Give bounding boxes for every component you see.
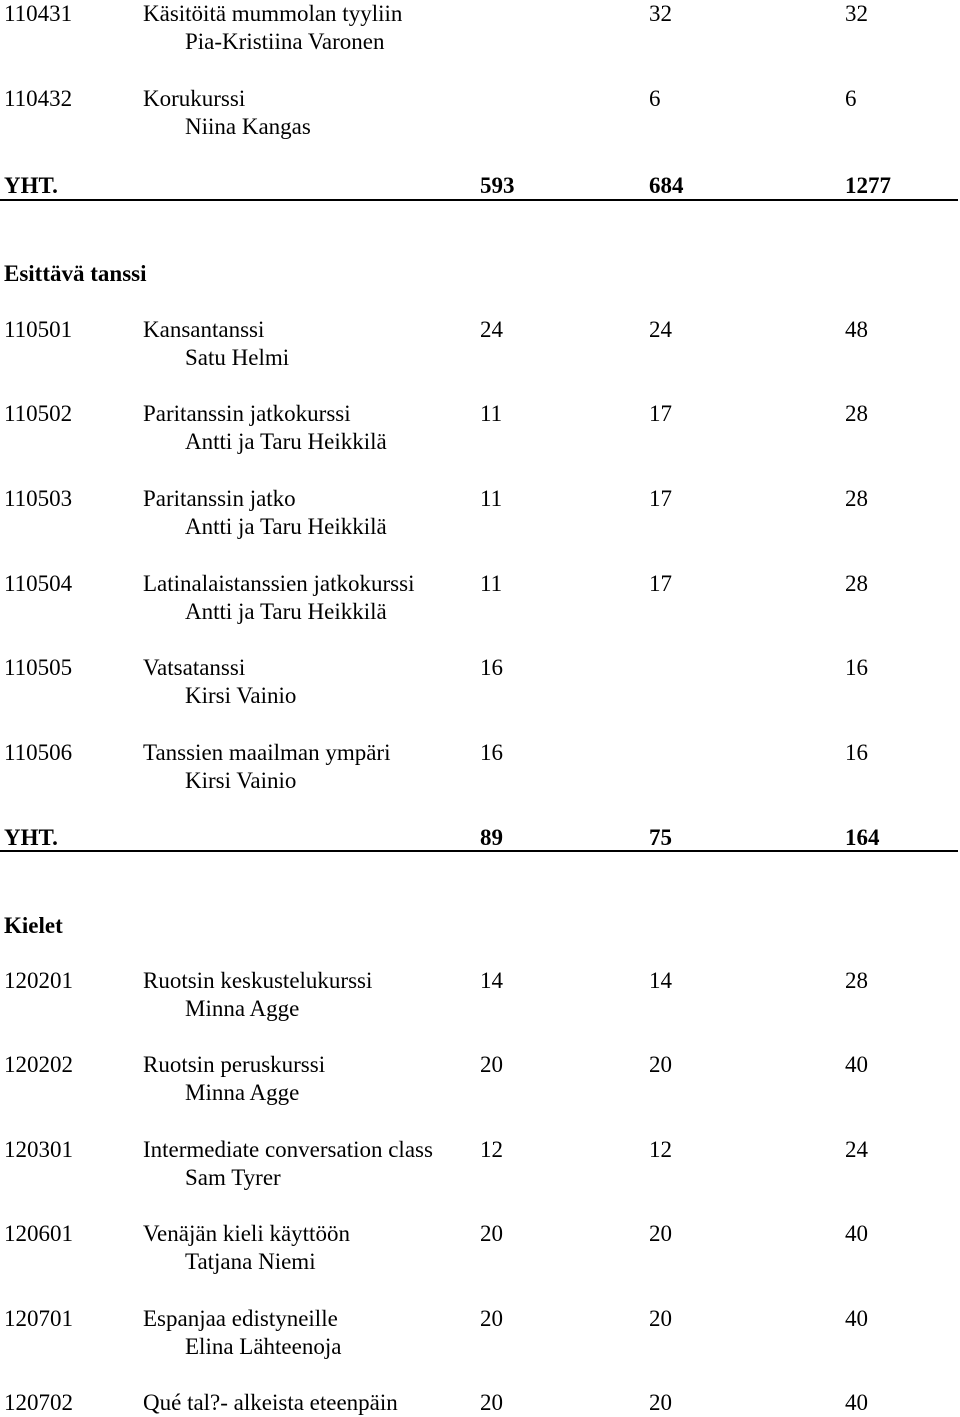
course-code: 120201: [4, 968, 73, 993]
course-code: 120202: [4, 1052, 73, 1077]
course-name: Korukurssi: [143, 86, 246, 111]
course-code: 110502: [4, 401, 73, 426]
count-col-1: 11: [480, 571, 503, 596]
count-total: 40: [845, 1221, 868, 1246]
count-total: 16: [845, 740, 868, 765]
count-col-1: 14: [480, 968, 503, 993]
course-code: 120702: [4, 1390, 73, 1415]
count-total: 40: [845, 1390, 868, 1415]
count-col-2: 20: [649, 1306, 672, 1331]
total-label: YHT.: [4, 173, 58, 198]
teacher-name: Antti ja Taru Heikkilä: [185, 429, 387, 454]
course-name: Paritanssin jatko: [143, 486, 296, 511]
count-col-2: 20: [649, 1390, 672, 1415]
teacher-name: Niina Kangas: [185, 114, 311, 139]
count-col-2: 32: [649, 1, 672, 26]
teacher-name: Antti ja Taru Heikkilä: [185, 514, 387, 539]
count-total: 32: [845, 1, 868, 26]
teacher-name: Satu Helmi: [185, 345, 290, 370]
course-name: Espanjaa edistyneille: [143, 1306, 338, 1331]
count-col-1: 20: [480, 1221, 503, 1246]
count-total: 40: [845, 1306, 868, 1331]
total-col-2: 684: [649, 173, 684, 198]
count-col-2: 20: [649, 1052, 672, 1077]
course-name: Intermediate conversation class: [143, 1137, 433, 1162]
count-col-1: 20: [480, 1306, 503, 1331]
section-title: Kielet: [4, 913, 63, 938]
course-name: Kansantanssi: [143, 317, 265, 342]
count-col-1: 16: [480, 655, 503, 680]
total-col-1: 593: [480, 173, 515, 198]
count-col-1: 20: [480, 1052, 503, 1077]
count-col-1: 24: [480, 317, 503, 342]
count-total: 24: [845, 1137, 868, 1162]
teacher-name: Minna Agge: [185, 1080, 300, 1105]
teacher-name: Antti ja Taru Heikkilä: [185, 599, 387, 624]
course-code: 110505: [4, 655, 73, 680]
course-name: Käsitöitä mummolan tyyliin: [143, 1, 403, 26]
count-total: 28: [845, 968, 868, 993]
count-col-2: 20: [649, 1221, 672, 1246]
course-name: Latinalaistanssien jatkokurssi: [143, 571, 415, 596]
course-name: Paritanssin jatkokurssi: [143, 401, 351, 426]
course-code: 110503: [4, 486, 73, 511]
count-total: 16: [845, 655, 868, 680]
count-total: 28: [845, 486, 868, 511]
course-code: 110501: [4, 317, 73, 342]
course-code: 110504: [4, 571, 73, 596]
count-col-2: 17: [649, 486, 672, 511]
count-total: 6: [845, 86, 857, 111]
course-name: Tanssien maailman ympäri: [143, 740, 391, 765]
teacher-name: Kirsi Vainio: [185, 768, 297, 793]
count-col-2: 17: [649, 401, 672, 426]
count-total: 28: [845, 571, 868, 596]
course-code: 110506: [4, 740, 73, 765]
teacher-name: Minna Agge: [185, 996, 300, 1021]
count-col-2: 14: [649, 968, 672, 993]
course-code: 120301: [4, 1137, 73, 1162]
course-name: Ruotsin peruskurssi: [143, 1052, 326, 1077]
teacher-name: Tatjana Niemi: [185, 1249, 316, 1274]
course-name: Vatsatanssi: [143, 655, 246, 680]
count-total: 40: [845, 1052, 868, 1077]
total-sum: 164: [845, 825, 880, 850]
count-col-1: 11: [480, 486, 503, 511]
count-col-1: 20: [480, 1390, 503, 1415]
course-name: Ruotsin keskustelukurssi: [143, 968, 373, 993]
course-code: 120701: [4, 1306, 73, 1331]
teacher-name: Kirsi Vainio: [185, 683, 297, 708]
total-sum: 1277: [845, 173, 891, 198]
total-rule: [0, 199, 958, 201]
section-title: Esittävä tanssi: [4, 261, 147, 286]
count-col-2: 17: [649, 571, 672, 596]
count-total: 28: [845, 401, 868, 426]
total-col-2: 75: [649, 825, 672, 850]
course-code: 110431: [4, 1, 73, 26]
count-col-1: 11: [480, 401, 503, 426]
total-label: YHT.: [4, 825, 58, 850]
count-col-2: 6: [649, 86, 661, 111]
course-code: 110432: [4, 86, 73, 111]
teacher-name: Sam Tyrer: [185, 1165, 281, 1190]
total-rule: [0, 850, 958, 852]
teacher-name: Pia-Kristiina Varonen: [185, 29, 385, 54]
count-total: 48: [845, 317, 868, 342]
count-col-1: 12: [480, 1137, 503, 1162]
course-name: Venäjän kieli käyttöön: [143, 1221, 350, 1246]
count-col-1: 16: [480, 740, 503, 765]
course-code: 120601: [4, 1221, 73, 1246]
count-col-2: 24: [649, 317, 672, 342]
teacher-name: Elina Lähteenoja: [185, 1334, 342, 1359]
count-col-2: 12: [649, 1137, 672, 1162]
course-name: Qué tal?- alkeista eteenpäin: [143, 1390, 398, 1415]
total-col-1: 89: [480, 825, 503, 850]
